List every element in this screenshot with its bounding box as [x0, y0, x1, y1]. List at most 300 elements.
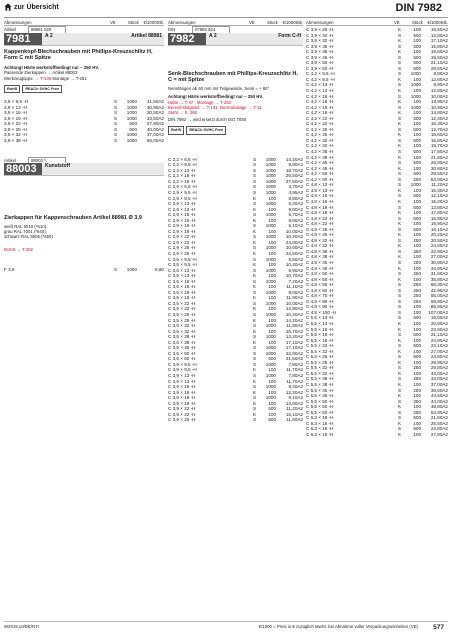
ve: S: [114, 267, 118, 272]
ve: S: [253, 350, 257, 356]
price: 17,10A2: [285, 339, 303, 345]
dimension: C 3,5 × 32 -H: [168, 323, 196, 329]
dimension: C 2,2 × 6,5 -H: [168, 156, 197, 162]
ve: S: [398, 204, 402, 210]
price-table: [4, 99, 164, 143]
price: 12,30A2: [285, 389, 303, 395]
price: 20,50A2: [146, 110, 164, 116]
header-dimensions: Abmessungen: [306, 20, 334, 25]
price: 19,70A2: [430, 143, 448, 149]
dimension: C 3,5 × 19 -H: [168, 289, 196, 295]
column-header: [306, 20, 448, 26]
dimension: C 5,5 × 13 -H: [306, 320, 334, 326]
din-replacement-note: DIN 7982 → wird ersetzt durch ISO 7050: [168, 117, 247, 123]
pieces: 250: [413, 376, 421, 382]
pieces: 500: [413, 126, 421, 132]
price: 14,20A2: [285, 317, 303, 323]
ve: S: [253, 212, 257, 218]
dimension: C 3,9 × 60 -H: [306, 65, 334, 71]
pieces: 100: [268, 400, 276, 406]
overview-link[interactable]: [4, 3, 59, 11]
ve: S: [253, 256, 257, 262]
table-row: [306, 432, 448, 438]
dimension: C 4,2 × 9,5 -H: [306, 76, 335, 82]
price: 48,80A2: [430, 404, 448, 410]
price: 24,80A2: [430, 354, 448, 360]
price: 26,50A2: [285, 173, 303, 179]
dimension: C 3,5 × 13 -H: [168, 273, 196, 279]
ve: K: [398, 143, 402, 149]
ve: S: [253, 178, 257, 184]
product-title: Senk-Blechschrauben mit Phillips-Kreuzschlitz H, C = mit Spitze: [168, 71, 298, 84]
ve: S: [398, 293, 402, 299]
ve: K: [398, 359, 402, 365]
price: 4,70A2: [288, 184, 303, 190]
price: 30,80A2: [430, 165, 448, 171]
dimension: C 3,9 × 19 -H: [168, 400, 196, 406]
price: 10,90A2: [430, 104, 448, 110]
pieces: 500: [413, 415, 421, 421]
header-pieces: Stück: [267, 20, 278, 25]
price: 21,10A2: [430, 332, 448, 338]
price: 17,10A2: [285, 345, 303, 351]
pieces: 1000: [265, 384, 276, 390]
price: 12,40A2: [430, 115, 448, 121]
price: 37,50A2: [285, 178, 303, 184]
pieces: 500: [413, 32, 421, 38]
product-number: 88003: [4, 163, 42, 175]
accessory-note[interactable]: Passende Zierkappen → Artikel 88003: [4, 70, 78, 76]
dimension: C 2,9 × 25 -H: [168, 250, 196, 256]
footer-price-note: €/1000 = Preis in € zuzüglich MwSt. bei Abnahme voller Verpackungseinheiten (VE): [258, 624, 418, 629]
pieces: 100: [413, 326, 421, 332]
ve: S: [398, 60, 402, 66]
tool-link[interactable]: Halte → T-47: [168, 99, 194, 105]
dimension: C 4,8 × 22 -H: [306, 215, 334, 221]
ve: K: [253, 295, 257, 301]
price: 16,20A2: [430, 198, 448, 204]
article-label: Artikel: [4, 157, 16, 163]
price: 15,50A2: [430, 27, 448, 32]
price: 17,80A2: [430, 210, 448, 216]
dimension: C 5,5 × 19 -H: [306, 332, 334, 338]
dimension: 3,9 × 32 -H: [4, 132, 27, 138]
price: 11,60A2: [286, 417, 303, 423]
rohs-link[interactable]: RoHS → T-202: [4, 247, 34, 253]
price: 29,80A2: [430, 359, 448, 365]
price: 66,30A2: [430, 282, 448, 288]
price: 31,60A2: [430, 271, 448, 277]
price: 15,10A2: [285, 411, 303, 417]
pieces: 100: [413, 309, 421, 315]
ve: S: [253, 184, 257, 190]
ve: S: [398, 176, 402, 182]
price: 4,95A2: [288, 189, 303, 195]
ve: S: [114, 137, 118, 143]
price: 12,80A2: [430, 88, 448, 94]
price: 24,00A2: [285, 239, 303, 245]
dimension: C 2,2 × 19 -H: [168, 178, 196, 184]
ve: S: [114, 104, 118, 110]
article-number[interactable]: 88003 *: [28, 157, 66, 165]
dimension: C 4,2 × 16 -H: [306, 99, 334, 105]
dimension: 3,9 × 9,5 -H: [4, 99, 29, 105]
dimension: C 3,5 × 13 -H: [168, 267, 196, 273]
ve: S: [398, 171, 402, 177]
ve: K: [398, 132, 402, 138]
pieces: 250: [413, 237, 421, 243]
ve: S: [253, 373, 257, 378]
table-row: [4, 138, 164, 144]
price: 34,90A2: [430, 265, 448, 271]
header-price: €/1000Stk.: [282, 20, 303, 25]
pieces: 250: [413, 398, 421, 404]
price: 10,00A2: [285, 300, 303, 306]
pieces: 100: [413, 143, 421, 149]
ve: K: [398, 88, 402, 94]
pieces: 100: [413, 337, 421, 343]
pieces: 250: [413, 248, 421, 254]
ve: K: [253, 239, 257, 245]
pieces: 100: [413, 243, 421, 249]
price: 6,90A2: [288, 267, 303, 273]
ve: S: [398, 215, 402, 221]
article-number[interactable]: 88981 020: [28, 26, 66, 34]
tool-label: Werkzeugtipps:: [4, 75, 34, 81]
pieces: 100: [268, 295, 276, 301]
price: 21,10A2: [430, 60, 448, 66]
dimension: C 4,8 × 70 -H: [306, 293, 334, 299]
dimension: C 5,5 × 60 -H: [306, 409, 334, 415]
dimension: C 2,9 × 25 -H: [168, 245, 196, 251]
price: 11,90A2: [286, 295, 303, 301]
dimension: C 3,5 × 22 -H: [168, 300, 196, 306]
dimension: 3,9 × 25 -H: [4, 126, 27, 132]
footer: [4, 624, 448, 629]
pieces: 100: [268, 306, 276, 312]
column-3: [306, 20, 448, 437]
dimension: C 2,9 × 13 -H: [168, 206, 196, 212]
pieces: 500: [413, 332, 421, 338]
pieces: 100: [413, 121, 421, 127]
ve: K: [253, 389, 257, 395]
pieces: 500: [413, 65, 421, 71]
dimension: C 6,3 × 19 -H: [306, 426, 334, 432]
price: 13,80A2: [430, 32, 448, 38]
price: 15,80A2: [430, 215, 448, 221]
dimension: C 5,5 × 25 -H: [306, 354, 334, 360]
ve: K: [398, 38, 402, 44]
pieces: 100: [268, 339, 276, 345]
dimension: C 4,8 × 19 -H: [306, 210, 334, 216]
badges: [4, 85, 164, 93]
dimension: C 3,9 × 45 -H: [306, 54, 334, 60]
dimension: C 3,9 × 38 -H: [306, 43, 334, 49]
dimension: C 4,2 × 16 -H: [306, 93, 334, 99]
ve: S: [253, 245, 257, 251]
tool-link[interactable]: Bereichsfolgend. → T-131: [168, 104, 218, 110]
dimension: C 4,2 × 32 -H: [306, 143, 334, 149]
ve: S: [398, 354, 402, 360]
price: 10,60A2: [285, 245, 303, 251]
ve: S: [398, 237, 402, 243]
pieces: 100: [413, 382, 421, 387]
home-icon: [4, 3, 12, 11]
price: 33,00A2: [430, 376, 448, 382]
ve: S: [253, 311, 257, 317]
ve: S: [398, 137, 402, 143]
pieces: 250: [413, 287, 421, 293]
price: 12,10A2: [430, 193, 448, 199]
dimension: C 4,2 × 32 -H: [306, 137, 334, 143]
dimension: C 4,8 × 25 -H: [306, 226, 334, 232]
dimension: C 3,9 × 22 -H: [168, 411, 196, 417]
price: 68,80A2: [430, 298, 448, 304]
ve: S: [398, 248, 402, 254]
dimension: C 4,8 × 60 -H: [306, 287, 334, 293]
pieces: 1000: [126, 110, 137, 116]
ve: K: [253, 228, 257, 234]
dimension: C 3,9 × 25 -H: [306, 27, 334, 32]
ve: S: [253, 395, 257, 401]
price: 7,80A2: [288, 373, 303, 378]
price: 6,10A2: [288, 223, 303, 229]
dimension: C 5,5 × 16 -H: [306, 326, 334, 332]
ve: K: [398, 382, 402, 387]
price: 24,90A2: [430, 337, 448, 343]
table-row: [4, 267, 164, 273]
ve: S: [398, 193, 402, 199]
price: 7,80A2: [288, 361, 303, 367]
pieces: 500: [413, 315, 421, 321]
ve: K: [398, 76, 402, 82]
pieces: 100: [268, 389, 276, 395]
ve: K: [398, 320, 402, 326]
price: 9,00A2: [288, 289, 303, 295]
ve: S: [398, 426, 402, 432]
pieces: 1000: [265, 189, 276, 195]
pieces: 100: [413, 49, 421, 55]
pieces: 100: [268, 262, 276, 268]
ve: S: [398, 309, 402, 315]
page-number: 577: [433, 624, 444, 631]
product-image-area: [168, 49, 303, 69]
pieces: 100: [413, 38, 421, 44]
dimension: C 3,5 × 16 -H: [168, 278, 196, 284]
price: 10,00A2: [430, 93, 448, 99]
dimension: C 3,9 × 9,5 -H: [168, 361, 197, 367]
pieces: 1000: [265, 350, 276, 356]
ve: S: [398, 93, 402, 99]
price: 26,80A2: [430, 160, 448, 166]
pieces: 100: [413, 88, 421, 94]
price: 37,00A2: [430, 382, 448, 387]
price: 33,50A2: [146, 115, 164, 121]
dimension: C 2,2 × 13 -H: [168, 167, 196, 173]
dimension: C 2,9 × 13 -H: [168, 201, 196, 207]
pieces: 500: [129, 126, 137, 132]
din-label: DIN: [168, 27, 176, 33]
price: 15,80A2: [430, 43, 448, 49]
dimension: C 4,8 × 100 -H: [306, 309, 337, 315]
pieces: 100: [413, 232, 421, 238]
product-number: 7982: [168, 33, 206, 45]
dimension: C 4,8 × 19 -H: [306, 204, 334, 210]
price: 10,20A2: [285, 234, 303, 240]
pieces: 250: [413, 387, 421, 393]
price: 27,00A2: [430, 254, 448, 260]
dimension: C 4,2 × 13 -H: [306, 82, 334, 88]
price: 56,00A2: [146, 137, 164, 143]
pieces: 1000: [265, 323, 276, 329]
pieces: 250: [413, 409, 421, 415]
dimension: C 4,2 × 13 -H: [306, 88, 334, 94]
ve: S: [398, 182, 402, 188]
pieces: 100: [268, 228, 276, 234]
price: 28,50A2: [430, 65, 448, 71]
dimension: C 5,5 × 13 -H: [306, 315, 334, 321]
header-pieces: Stück: [412, 20, 423, 25]
price: 39,50A2: [430, 387, 448, 393]
dimension: C 4,8 × 32 -H: [306, 243, 334, 249]
pieces: 500: [413, 115, 421, 121]
ve: S: [253, 201, 257, 207]
product-number: 7981: [4, 33, 42, 45]
price: 11,20A2: [286, 406, 303, 412]
ve: S: [253, 384, 257, 390]
form-text: Form C-H: [278, 33, 301, 39]
product-banner: [168, 33, 303, 46]
price: 107,00A2: [428, 309, 448, 315]
din-number[interactable]: 07982 924: [192, 26, 230, 34]
dimension: 3,9 × 22 -H: [4, 121, 27, 127]
ve: S: [398, 82, 402, 88]
pieces: 100: [413, 348, 421, 354]
ve: S: [398, 365, 402, 371]
dimension: C 4,2 × 45 -H: [306, 165, 334, 171]
dimension: C 3,5 × 38 -H: [168, 334, 196, 340]
ve: S: [114, 115, 118, 121]
ve: K: [253, 284, 257, 290]
overview-link-label: zur Übersicht: [14, 3, 59, 11]
price: 22,80A2: [285, 350, 303, 356]
pieces: 500: [413, 43, 421, 49]
pieces: 250: [413, 298, 421, 304]
pieces: 1000: [410, 182, 421, 188]
header-pieces: Stück: [128, 20, 139, 25]
ve: S: [253, 267, 257, 273]
ve: S: [398, 259, 402, 265]
pieces: 1000: [265, 345, 276, 351]
ve: S: [253, 289, 257, 295]
dimension: C 2,9 × 9,5 -H: [168, 189, 197, 195]
color-list: [4, 224, 164, 240]
price: 23,80A2: [430, 426, 448, 432]
dimension: C 4,2 × 25 -H: [306, 126, 334, 132]
ve: K: [398, 348, 402, 354]
ve: K: [253, 195, 257, 201]
ve: S: [253, 345, 257, 351]
dimension: C 2,2 × 9,5 -H: [168, 162, 197, 168]
pieces: 1000: [410, 82, 421, 88]
ve: S: [398, 409, 402, 415]
ve: S: [114, 121, 118, 127]
ve: K: [253, 367, 257, 373]
tool-links: [168, 100, 303, 116]
dimension: C 4,8 × 22 -H: [306, 221, 334, 227]
ve: K: [398, 265, 402, 271]
price: 23,60A2: [430, 326, 448, 332]
material: A 2: [209, 33, 217, 39]
dimension: C 3,5 × 19 -H: [168, 295, 196, 301]
ve: S: [253, 173, 257, 179]
pieces: 500: [413, 354, 421, 360]
pieces: 100: [268, 250, 276, 256]
pieces: 500: [413, 204, 421, 210]
ve: S: [398, 415, 402, 421]
dimension: C 5,5 × 32 -H: [306, 365, 334, 371]
dimension: 3,9 × 16 -H: [4, 110, 27, 116]
ve: S: [114, 110, 118, 116]
dimension: C 3,9 × 22 -H: [168, 406, 196, 412]
pieces: 100: [268, 239, 276, 245]
price: 11,70A2: [286, 378, 303, 384]
price: 16,10A2: [430, 226, 448, 232]
price: 27,00A2: [430, 348, 448, 354]
price: 19,50A2: [430, 54, 448, 60]
price: 19,90A2: [430, 221, 448, 227]
price: 16,60A2: [430, 132, 448, 138]
dimension: C 4,8 × 38 -H: [306, 254, 334, 260]
ve: K: [253, 400, 257, 406]
ve: K: [398, 276, 402, 282]
pieces: 1000: [265, 300, 276, 306]
tool-link[interactable]: Montage → T-252: [196, 99, 232, 105]
pieces: 100: [413, 404, 421, 410]
montage-link[interactable]: Montage → T-251: [52, 75, 87, 81]
rohs-badge: RoHS: [4, 85, 20, 93]
article-label: Artikel: [4, 27, 16, 33]
ve: S: [253, 300, 257, 306]
tool-link[interactable]: Normalzulage → T-11: [220, 104, 262, 110]
ve: K: [398, 337, 402, 343]
pieces: 100: [413, 393, 421, 399]
ve: K: [398, 243, 402, 249]
ve: S: [253, 361, 257, 367]
price: 8,90A2: [433, 82, 448, 88]
ve: K: [398, 187, 402, 193]
ve: S: [398, 43, 402, 49]
pieces: 100: [413, 132, 421, 138]
pieces: 250: [413, 176, 421, 182]
tool-link[interactable]: Stahl → S. 368: [168, 109, 197, 115]
price: 21,60A2: [430, 415, 448, 421]
price: 37,00A2: [146, 132, 164, 138]
dimension: C 5,5 × 45 -H: [306, 387, 334, 393]
ve: S: [398, 149, 402, 155]
pieces: 1000: [410, 104, 421, 110]
price: 30,80A2: [430, 259, 448, 265]
ve: S: [398, 65, 402, 71]
tool-link[interactable]: → T-336: [34, 75, 52, 81]
pieces: 500: [413, 343, 421, 349]
price: 8,40A2: [288, 384, 303, 390]
reach-badge: REACh SVHC Free: [22, 85, 62, 93]
dimension: C 5,5 × 38 -H: [306, 382, 334, 387]
price: 11,10A2: [286, 284, 303, 290]
ve: K: [398, 393, 402, 399]
price: 6,50A2: [288, 256, 303, 262]
